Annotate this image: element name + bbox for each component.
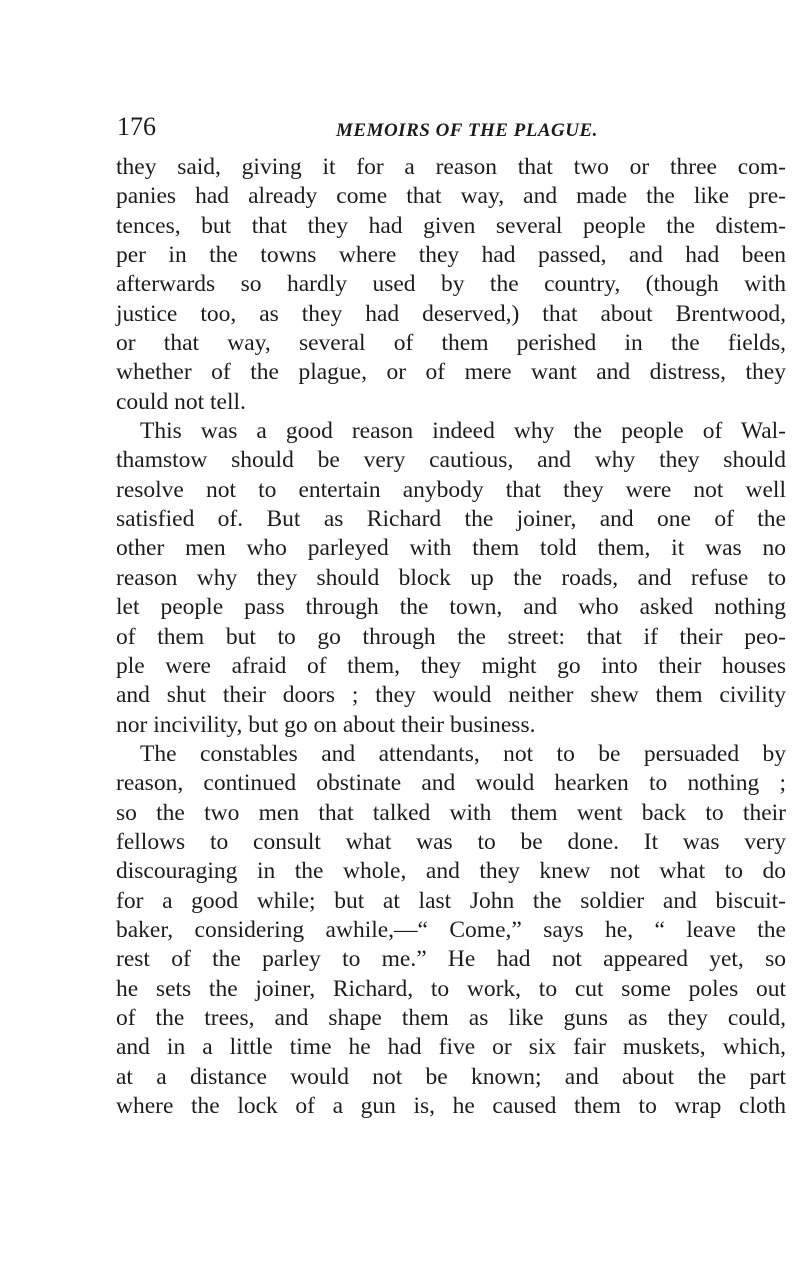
text-line: thamstow should be very cautious, and why they should bbox=[116, 447, 786, 474]
text-line: panies had already come that way, and made the like pre- bbox=[116, 183, 786, 210]
text-line: for a good while; but at last John the soldier and biscuit- bbox=[116, 887, 786, 914]
text-line: or that way, several of them perished in the fields, bbox=[116, 330, 786, 357]
text-line: of them but to go through the street: that if their peo- bbox=[116, 623, 786, 650]
text-line: he sets the joiner, Richard, to work, to cut some poles out bbox=[116, 975, 786, 1002]
text-line: reason, continued obstinate and would hearken to nothing ; bbox=[116, 770, 786, 797]
text-line: rest of the parley to me.” He had not appeared yet, so bbox=[116, 946, 786, 973]
text-line: per in the towns where they had passed, and had been bbox=[116, 242, 786, 269]
text-line: reason why they should block up the roads, and refuse to bbox=[116, 564, 786, 591]
text-line: where the lock of a gun is, he caused them to wrap cloth bbox=[116, 1093, 786, 1119]
text-line: satisfied of. But as Richard the joiner, and one of the bbox=[116, 506, 786, 533]
text-line: of the trees, and shape them as like guns as they could, bbox=[116, 1004, 786, 1031]
text-line: justice too, as they had deserved,) that about Brentwood, bbox=[116, 300, 786, 327]
paragraph-start-line: This was a good reason indeed why the people of Wal- bbox=[140, 418, 786, 445]
body-text bbox=[116, 153, 786, 1121]
text-line: could not tell. bbox=[116, 388, 246, 415]
text-line: resolve not to entertain anybody that they were not well bbox=[116, 476, 786, 503]
text-line: and in a little time he had five or six fair muskets, which, bbox=[116, 1034, 786, 1061]
text-line: whether of the plague, or of mere want and distress, they bbox=[116, 359, 786, 386]
text-line: so the two men that talked with them went back to their bbox=[116, 799, 786, 826]
running-title: MEMOIRS OF THE PLAGUE. bbox=[336, 120, 598, 141]
text-line: at a distance would not be known; and about the part bbox=[116, 1063, 786, 1090]
text-line: fellows to consult what was to be done. It was very bbox=[116, 828, 786, 855]
text-line: and shut their doors ; they would neither shew them civility bbox=[116, 682, 786, 709]
text-line: let people pass through the town, and who asked nothing bbox=[116, 594, 786, 621]
text-line: afterwards so hardly used by the country, (though with bbox=[116, 271, 786, 298]
text-line: discouraging in the whole, and they knew not what to do bbox=[116, 858, 786, 885]
text-line: ple were afraid of them, they might go into their houses bbox=[116, 652, 786, 679]
text-line: they said, giving it for a reason that two or three com- bbox=[116, 154, 786, 180]
text-line: baker, considering awhile,—“ Come,” says he, “ leave the bbox=[116, 916, 786, 943]
paragraph-start-line: The constables and attendants, not to be persuaded by bbox=[140, 740, 786, 767]
page-number: 176 bbox=[117, 112, 156, 141]
text-line: other men who parleyed with them told them, it was no bbox=[116, 535, 786, 562]
text-line: nor incivility, but go on about their business. bbox=[116, 711, 536, 738]
page-header bbox=[117, 112, 717, 148]
text-line: tences, but that they had given several people the distem- bbox=[116, 212, 786, 239]
